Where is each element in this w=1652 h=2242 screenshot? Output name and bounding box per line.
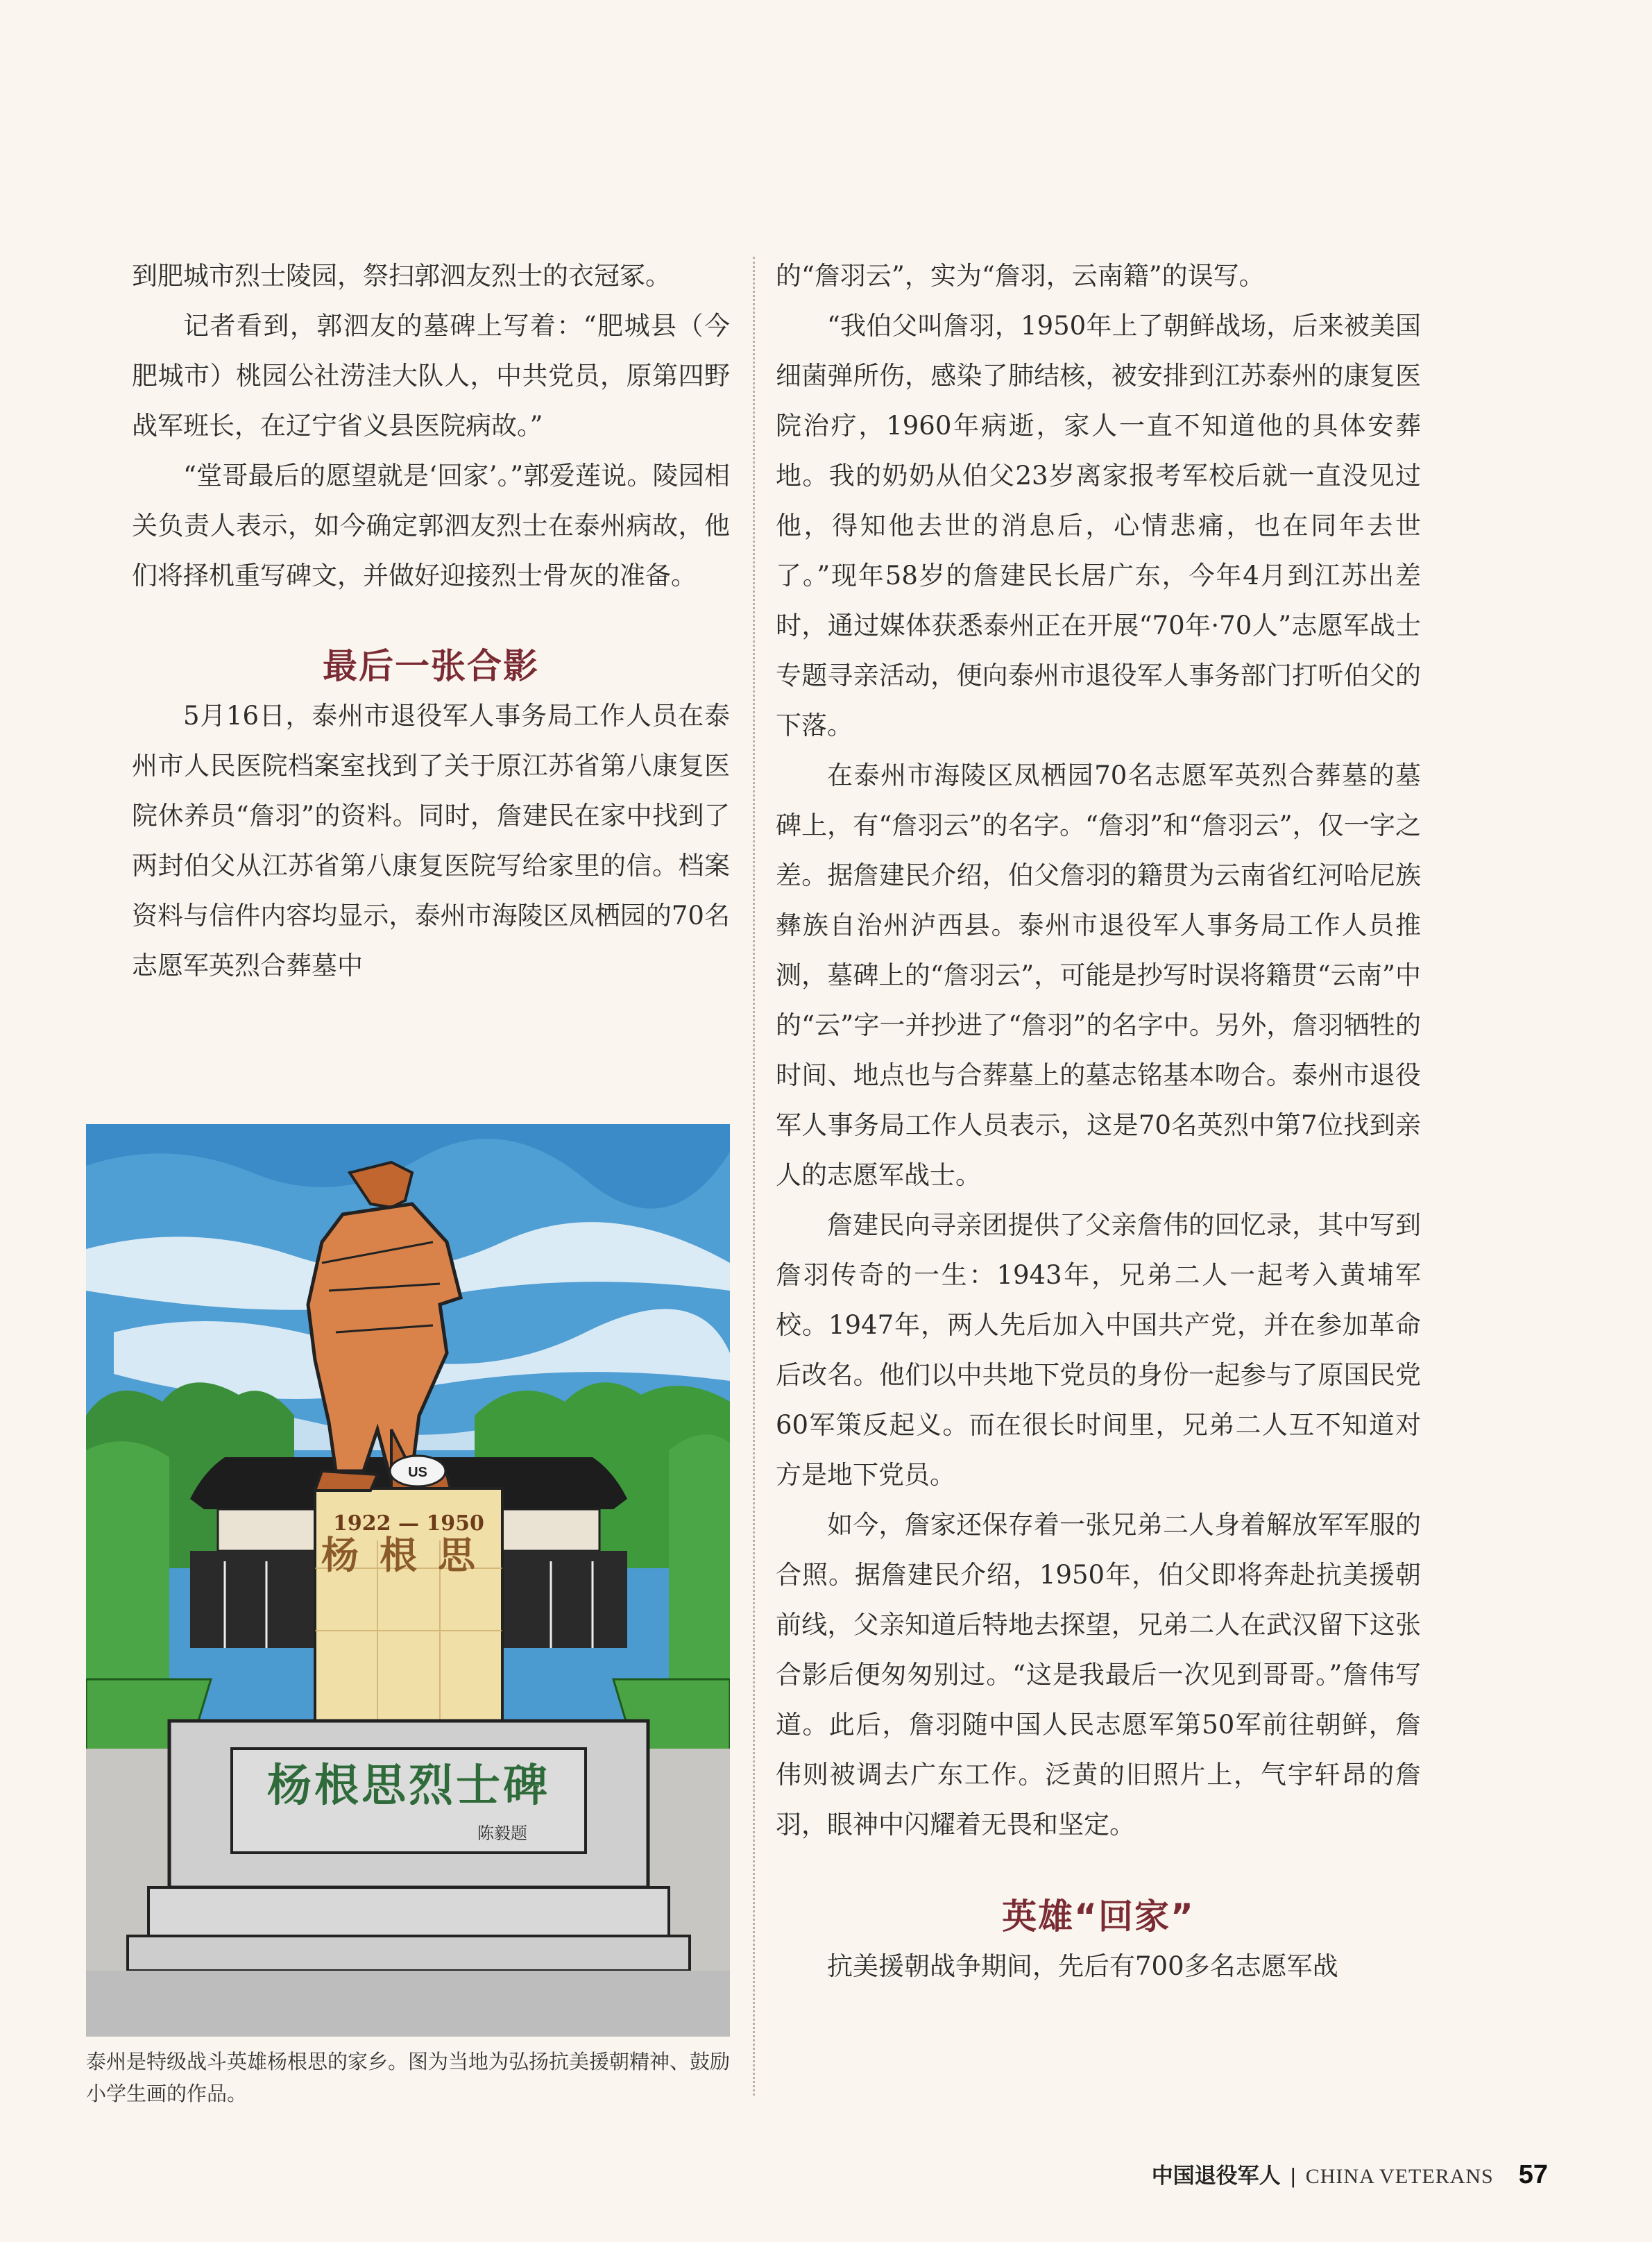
- right-paragraph-6: 抗美援朝战争期间，先后有700多名志愿军战: [827, 1951, 1338, 1981]
- figure-caption: 泰州是特级战斗英雄杨根思的家乡。图为当地为弘扬抗美援朝精神、鼓励小学生画的作品。: [86, 2050, 731, 2105]
- left-paragraph-3: “堂哥最后的愿望就是‘回家’。”郭爱莲说。陵园相关负责人表示，如今确定郭泗友烈士在泰州病故，他们将择机重写碑文，并做好迎接烈士骨灰的准备。: [132, 461, 730, 591]
- magazine-name-en: CHINA VETERANS: [1305, 2165, 1494, 2188]
- right-paragraph-3: 在泰州市海陵区凤栖园70名志愿军英烈合葬墓的墓碑上，有“詹羽云”的名字。“詹羽”和“詹羽云”，仅一字之差。据詹建民介绍，伯父詹羽的籍贯为云南省红河哈尼族彝族自治州泸西县。泰州市退役军人事务局工作人员推测，墓碑上的“詹羽云”，可能是抄写时误将籍贯“云南”中的“云”字一并抄进了“詹羽”的名字中。另外，詹羽牺牲的时间、地点也与合葬墓上的墓志铭基本吻合。泰州市退役军人事务局工作人员表示，这是70名英烈中第7位找到亲人的志愿军战士。: [776, 761, 1421, 1190]
- section-heading-hero-home: 英雄“回家”: [1002, 1896, 1195, 1937]
- monument-years: 1922 — 1950: [333, 1511, 484, 1536]
- monument-painting-svg: [86, 1124, 730, 2037]
- right-paragraph-5: 如今，詹家还保存着一张兄弟二人身着解放军军服的合照。据詹建民介绍，1950年，伯父即将奔赴抗美援朝前线，父亲知道后特地去探望，兄弟二人在武汉留下这张合影后便匆匆别过。“这是我最后一次见到哥哥。”詹伟写道。此后，詹羽随中国人民志愿军第50军前往朝鲜，詹伟则被调去广东工作。泛黄的旧照片上，气宇轩昂的詹羽，眼神中闪耀着无畏和坚定。: [776, 1510, 1421, 1840]
- monument-name: 杨根思: [321, 1533, 496, 1577]
- right-paragraph-4: 詹建民向寻亲团提供了父亲詹伟的回忆录，其中写到詹羽传奇的一生：1943年，兄弟二人一起考入黄埔军校。1947年，两人先后加入中国共产党，并在参加革命后改名。他们以中共地下党员的身份一起参与了原国民党60军策反起义。而在很长时间里，兄弟二人互不知道对方是地下党员。: [776, 1210, 1421, 1490]
- left-column: [132, 251, 730, 991]
- right-column: [776, 251, 1421, 1992]
- column-divider: [753, 257, 755, 2096]
- right-paragraph-1: 的“詹羽云”，实为“詹羽，云南籍”的误写。: [776, 261, 1265, 291]
- section-heading-last-photo: 最后一张合影: [323, 646, 539, 686]
- stele-title: 杨根思烈士碑: [267, 1760, 550, 1812]
- page-footer: [1152, 2158, 1548, 2190]
- helmet-mark: US: [408, 1465, 427, 1480]
- footer-separator: |: [1290, 2164, 1296, 2188]
- left-paragraph-4: 5月16日，泰州市退役军人事务局工作人员在泰州市人民医院档案室找到了关于原江苏省第八康复医院休养员“詹羽”的资料。同时，詹建民在家中找到了两封伯父从江苏省第八康复医院写给家里的信。档案资料与信件内容均显示，泰州市海陵区凤栖园的70名志愿军英烈合葬墓中: [132, 701, 730, 980]
- right-paragraph-2: “我伯父叫詹羽，1950年上了朝鲜战场，后来被美国细菌弹所伤，感染了肺结核，被安排到江苏泰州的康复医院治疗，1960年病逝，家人一直不知道他的具体安葬地。我的奶奶从伯父23岁离家报考军校后就一直没见过他，得知他去世的消息后，心情悲痛，也在同年去世了。”现年58岁的詹建民长居广东，今年4月到江苏出差时，通过媒体获悉泰州正在开展“70年·70人”志愿军战士专题寻亲活动，便向泰州市退役军人事务部门打听伯父的下落。: [776, 311, 1421, 740]
- stele-signature: 陈毅题: [477, 1824, 527, 1843]
- magazine-name-cn: 中国退役军人: [1151, 2164, 1281, 2188]
- left-paragraph-2: 记者看到，郭泗友的墓碑上写着：“肥城县（今肥城市）桃园公社涝洼大队人，中共党员，原第四野战军班长，在辽宁省义县医院病故。”: [132, 311, 730, 441]
- left-paragraph-1: 到肥城市烈士陵园，祭扫郭泗友烈士的衣冠冢。: [132, 261, 671, 291]
- monument-painting: [86, 1124, 730, 2037]
- page-number: 57: [1518, 2160, 1548, 2189]
